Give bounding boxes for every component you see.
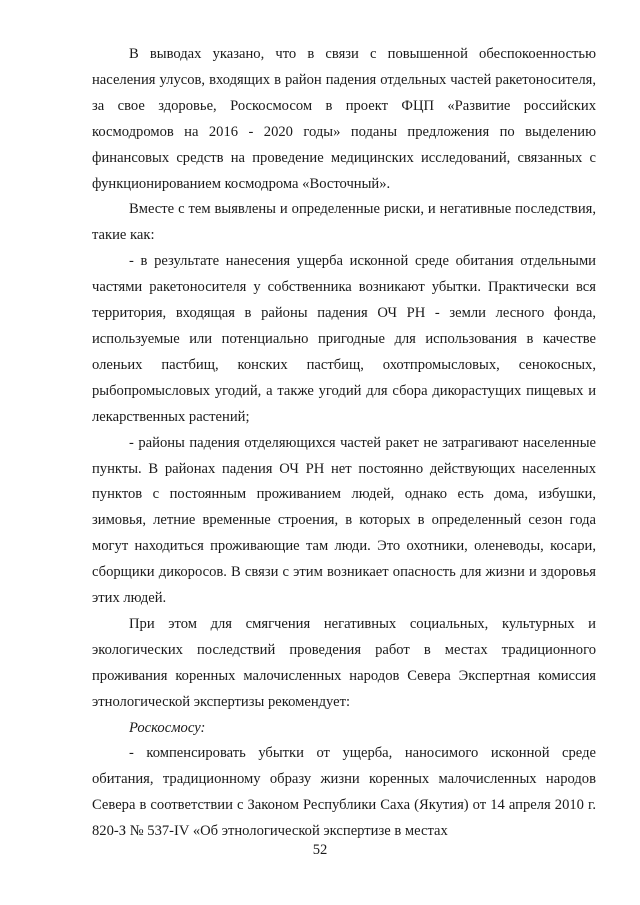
document-body: [92, 42, 596, 845]
paragraph-fall-areas: - районы падения отделяющихся частей ракет не затрагивают населенные пункты. В районах падения ОЧ РН нет постоянно действующих населенных пунктов с постоянным проживанием людей, однако есть дома, избушки, зимовья, летние временные строения, в которых в определенный сезон года могут находиться проживающие там люди. Это охотники, оленеводы, косари, сборщики дикоросов. В связи с этим возникает опасность для жизни и здоровья этих людей.: [92, 434, 596, 607]
paragraph-risks-intro: Вместе с тем выявлены и определенные риски, и негативные последствия, такие как:: [92, 201, 596, 244]
paragraph-compensation: - компенсировать убытки от ущерба, наносимого исконной среде обитания, традиционному образу жизни коренных малочисленных народов Севера в соответствии с Законом Республики Саха (Якутия) от 14 апреля 2010 г. 820-З № 537-IV «Об этнологической экспертизе в местах: [92, 745, 596, 840]
page-number: 52: [312, 842, 328, 858]
paragraph-addressee: Роскосмосу:: [129, 719, 206, 736]
paragraph-conclusions: В выводах указано, что в связи с повышенной обеспокоенностью населения улусов, входящих в район падения отдельных частей ракетоносителя, за свое здоровье, Роскосмосом в проект ФЦП «Развитие российских космодромов на 2016 - 2020 годы» поданы предложения по выделению финансовых средств на проведение медицинских исследований, связанных с функционированием космодрома «Восточный».: [92, 46, 596, 192]
paragraph-recommendations-intro: При этом для смягчения негативных социальных, культурных и экологических последствий проведения работ в местах традиционного проживания коренных малочисленных народов Севера Экспертная комиссия этнологической экспертизы рекомендует:: [92, 615, 596, 710]
paragraph-damage-losses: - в результате нанесения ущерба исконной среде обитания отдельными частями ракетоносителя у собственника возникают убытки. Практически вся территория, входящая в районы падения ОЧ РН - земли лесного фонда, используемые или потенциально пригодные для использования в качестве оленьих пастбищ, конских пастбищ, охотпромысловых, сенокосных, рыбопромысловых угодий, а также угодий для сбора дикорастущих пищевых и лекарственных растений;: [92, 253, 596, 425]
